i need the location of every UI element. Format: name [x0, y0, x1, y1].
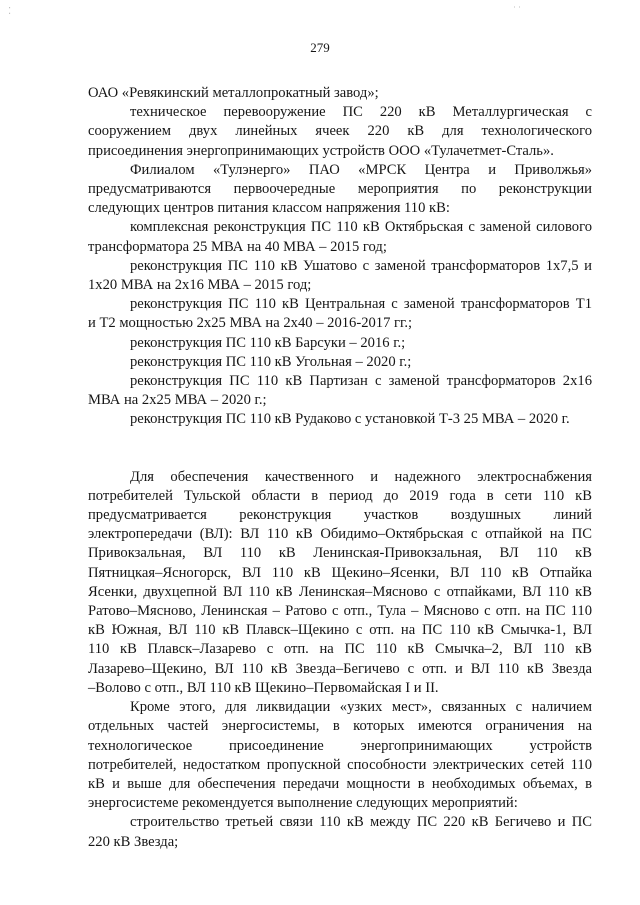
text-line: и Т2 мощностью 2х25 МВА на 2х40 – 2016-2017 гг.;	[88, 315, 413, 332]
text-line: Кроме этого, для ликвидации «узких мест», связанных с наличием	[130, 699, 592, 716]
text-line: ОАО «Ревякинский металлопрокатный завод»;	[88, 85, 379, 101]
text-line: Лазарево–Щекино, ВЛ 110 кВ Звезда–Бегичево с отп. и ВЛ 110 кВ Звезда	[88, 660, 592, 677]
text-line: реконструкция ПС 110 кВ Рудаково с установкой Т-3 25 МВА – 2020 г.	[130, 411, 570, 428]
text-line: реконструкция ПС 110 кВ Барсуки – 2016 г.;	[130, 334, 406, 351]
text-line: кВ и выше для обеспечения передачи мощности в необходимых объемах, в	[88, 775, 592, 792]
text-line: реконструкция ПС 110 кВ Центральная с заменой трансформаторов Т1	[130, 296, 592, 313]
text-line: 220 кВ Звезда;	[88, 833, 179, 850]
text-line: предусматривается реконструкция участков воздушных линий	[88, 507, 592, 524]
text-line: потребителей, недостатком пропускной способности электрических сетей 110	[88, 756, 592, 773]
paragraph-gap	[88, 430, 592, 468]
text-line: Привокзальная, ВЛ 110 кВ Ленинская-Привокзальная, ВЛ 110 кВ	[88, 545, 592, 562]
text-line: 1х20 МВА на 2х16 МВА – 2015 год;	[88, 277, 312, 294]
text-line: Филиалом «Тулэнерго» ПАО «МРСК Центра и Приволжья»	[130, 161, 592, 178]
text-line: комплексная реконструкция ПС 110 кВ Октябрьская с заменой силового	[130, 219, 592, 236]
text-line: технологическое присоединение энергопринимающих устройств	[88, 737, 592, 754]
text-line: отдельных частей энергосистемы, в которых имеются ограничения на	[88, 718, 592, 735]
text-line: Ратово–Мясново, Ленинская – Ратово с отп., Тула – Мясново с отп. на ПС 110	[88, 603, 592, 620]
text-line: следующих центров питания классом напряжения 110 кВ:	[88, 200, 450, 217]
page-text	[88, 84, 592, 852]
text-line: техническое перевооружение ПС 220 кВ Металлургическая с	[130, 104, 592, 121]
text-line: электропередачи (ВЛ): ВЛ 110 кВ Обидимо–Октябрьская с отпайкой на ПС	[88, 526, 592, 543]
text-line: Ясенки, двухцепной ВЛ 110 кВ Ленинская–Мясново с отпайками, ВЛ 110 кВ	[88, 583, 592, 600]
text-line: строительство третьей связи 110 кВ между ПС 220 кВ Бегичево и ПС	[130, 814, 592, 831]
text-line: кВ Южная, ВЛ 110 кВ Плавск–Щекино с отп. на ПС 110 кВ Смычка-1, ВЛ	[88, 622, 592, 639]
text-line: –Волово с отп., ВЛ 110 кВ Щекино–Первомайская I и II.	[88, 679, 439, 696]
text-line: Для обеспечения качественного и надежного электроснабжения	[130, 468, 592, 485]
text-line: Пятницкая–Ясногорск, ВЛ 110 кВ Щекино–Ясенки, ВЛ 110 кВ Отпайка	[88, 564, 592, 581]
text-line: потребителей Тульской области в период до 2019 года в сети 110 кВ	[88, 487, 592, 504]
text-line: МВА на 2х25 МВА – 2020 г.;	[88, 392, 267, 409]
text-line: энергосистеме рекомендуется выполнение следующих мероприятий:	[88, 795, 518, 812]
text-line: реконструкция ПС 110 кВ Партизан с заменой трансформаторов 2х16	[130, 373, 592, 390]
scan-mark-right: ˙˙	[512, 6, 522, 17]
scan-mark-left: ⁚	[8, 6, 12, 17]
text-line: присоединения энергопринимающих устройств ООО «Тулачетмет-Сталь».	[88, 142, 554, 159]
text-line: 110 кВ Плавск–Лазарево с отп. на ПС 110 кВ Смычка–2, ВЛ 110 кВ	[88, 641, 592, 658]
text-line: трансформатора 25 МВА на 40 МВА – 2015 год;	[88, 238, 387, 255]
text-line: сооружением двух линейных ячеек 220 кВ для технологического	[88, 123, 592, 140]
text-line: реконструкция ПС 110 кВ Ушатово с заменой трансформаторов 1х7,5 и	[130, 257, 592, 274]
text-line: реконструкция ПС 110 кВ Угольная – 2020 г.;	[130, 353, 412, 370]
text-line: предусматриваются первоочередные мероприятия по реконструкции	[88, 181, 592, 198]
page-number: 279	[310, 40, 330, 55]
